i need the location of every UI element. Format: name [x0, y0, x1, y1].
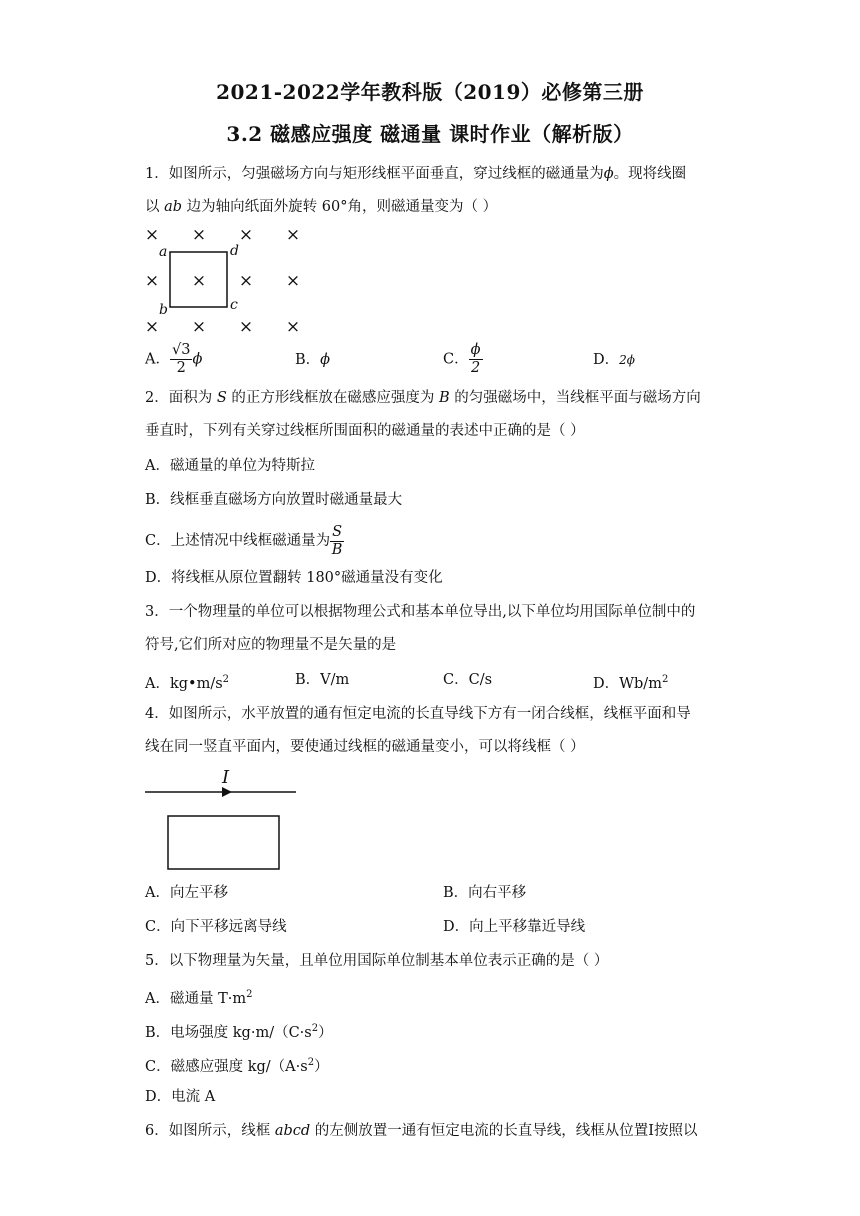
q4-option-c: C．向下平移远离导线: [145, 919, 287, 935]
q2-line-2: 垂直时，下列有关穿过线框所围面积的磁通量的表述中正确的是（ ）: [145, 423, 585, 439]
q1-option-d: D．2ϕ: [593, 352, 635, 368]
cross: ×: [285, 317, 301, 337]
q1-line-2: 以 ab 边为轴向纸面外旋转 60°角，则磁通量变为（ ）: [145, 199, 498, 215]
label-c: c: [230, 297, 238, 313]
cross: ×: [144, 271, 160, 291]
q2-line-1: 2．面积为 S 的正方形线框放在磁感应强度为 B 的匀强磁场中，当线框平面与磁场方向: [145, 390, 701, 406]
closed-frame: [168, 816, 279, 869]
q3-line-2: 符号,它们所对应的物理量不是矢量的是: [145, 637, 397, 653]
cross: ×: [191, 271, 207, 291]
q5-option-c: C．磁感应强度 $kg/(A\cdot s^2)$: [145, 1057, 329, 1075]
q2-option-a: A．磁通量的单位为特斯拉: [145, 458, 315, 474]
q3-line-1: 3．一个物理量的单位可以根据物理公式和基本单位导出,以下单位均用国际单位制中的: [145, 604, 696, 620]
cross: ×: [238, 317, 254, 337]
q5-option-d: D．电流 A: [145, 1089, 216, 1105]
q2-option-c: C．上述情况中线框磁通量为 $\frac{S}{B}$: [145, 523, 343, 558]
title-line-2: 3.2 磁感应强度 磁通量 课时作业（解析版）: [226, 122, 634, 146]
q4-line-2: 线在同一竖直平面内，要使通过线框的磁通量变小，可以将线框（ ）: [145, 739, 585, 755]
q3-option-c: C．C/s: [443, 672, 493, 688]
label-b: b: [159, 302, 168, 318]
current-label: I: [222, 767, 230, 788]
title-line-1: 2021-2022学年教科版（2019）必修第三册: [216, 80, 644, 104]
q4-option-d: D．向上平移靠近导线: [443, 919, 586, 935]
q5-option-a: A．磁通量 $T\cdot m^2$: [145, 989, 253, 1007]
label-d: d: [230, 243, 239, 259]
q2-option-b: B．线框垂直磁场方向放置时磁通量最大: [145, 492, 403, 508]
q3-option-d: D．$Wb/m^2$: [593, 674, 669, 692]
label-a: a: [159, 244, 168, 260]
q2-option-d: D．将线框从原位置翻转 180°磁通量没有变化: [145, 570, 443, 586]
current-arrow: [222, 787, 232, 797]
cross: ×: [144, 317, 160, 337]
q4-line-1: 4．如图所示，水平放置的通有恒定电流的长直导线下方有一闭合线框，线框平面和导: [145, 706, 691, 722]
q1-option-c: C． $\frac{\phi}{2}$: [443, 342, 481, 376]
q4-option-b: B．向右平移: [443, 885, 527, 901]
cross: ×: [191, 225, 207, 245]
q3-option-b: B．V/m: [295, 672, 350, 688]
q1-magnetic-field-figure: [140, 222, 320, 337]
cross: ×: [238, 271, 254, 291]
cross: ×: [238, 225, 254, 245]
q5-line-1: 5．以下物理量为矢量，且单位用国际单位制基本单位表示正确的是（ ）: [145, 953, 609, 969]
cross: ×: [285, 225, 301, 245]
q1-option-a: A． $\frac{√3}{2}$ ϕ: [145, 342, 203, 376]
q5-option-b: B．电场强度 $kg\cdot m/(C\cdot s^2)$: [145, 1023, 333, 1041]
q3-option-a: A．$kg•m/s^2$: [145, 674, 230, 692]
cross: ×: [144, 225, 160, 245]
q6-line-1: 6．如图所示，线框 abcd 的左侧放置一通有恒定电流的长直导线，线框从位置Ⅰ按照以: [145, 1123, 698, 1139]
q1-line-1: 1．如图所示，匀强磁场方向与矩形线框平面垂直，穿过线框的磁通量为ϕ。现将线圈: [145, 166, 687, 182]
q4-wire-and-frame-figure: [140, 765, 310, 875]
cross: ×: [191, 317, 207, 337]
cross: ×: [285, 271, 301, 291]
q4-option-a: A．向左平移: [145, 885, 228, 901]
q1-option-b: B．ϕ: [295, 352, 331, 368]
